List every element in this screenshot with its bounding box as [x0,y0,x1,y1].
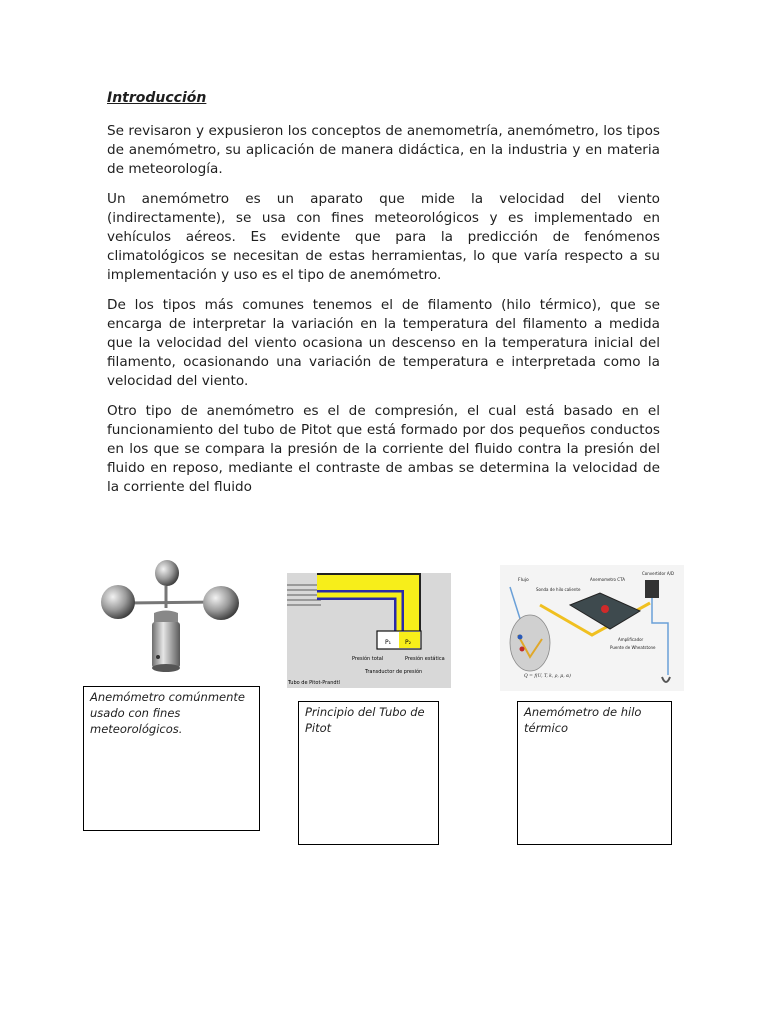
hot-wire-anemometer-image [500,565,684,691]
hotwire-label-puente: Puente de Wheatstone [610,645,656,650]
body-text [107,122,660,508]
pitot-label-static: Presión estática [405,656,445,662]
hotwire-label-convertidor: Convertidor A/D [642,571,674,576]
pitot-label-p1: P₁ [385,639,392,646]
hotwire-label-sonda: Sonda de hilo caliente [536,587,581,592]
pitot-label-total: Presión total [352,656,384,662]
paragraph-4: Otro tipo de anemómetro es el de compresión, el cual está basado en el funcionamiento del tubo de Pitot que está formado por dos pequeños conductos en los que se compara la presión de la corriente del fluido contra la presión del fluido en reposo, mediante el contraste de ambas se determina la velocidad de la corriente del fluido [107,403,660,495]
paragraph-2: Un anemómetro es un aparato que mide la velocidad del viento (indirectamente), se usa con fines meteorológicos y es implementado en vehículos aéreos. Es evidente que para la predicción de fenómenos climatológicos se necesitan de estas herramientas, lo que varía respecto a su implementación y uso es el tipo de anemómetro. [107,191,660,283]
hotwire-label-amplificador: Amplificador [618,637,644,642]
hotwire-label-flujo: Flujo [518,578,529,583]
hotwire-label-formula: Q = f(U, T, k, ρ, μ, α) [524,674,571,679]
pitot-tube-image [287,573,451,688]
page-title: Introducción [107,90,207,106]
paragraph-1: Se revisaron y expusieron los conceptos de anemometría, anemómetro, los tipos de anemómetro, su aplicación de manera didáctica, en la industria y en materia de meteorología. [107,123,660,177]
paragraph-3: De los tipos más comunes tenemos el de filamento (hilo térmico), que se encarga de interpretar la variación en la temperatura del filamento a medida que la velocidad del viento ocasiona un descenso en la temperatura inicial del filamento, ocasionando una variación de temperatura e interpretada como la velocidad del viento. [107,297,660,389]
pitot-label-transducer: Transductor de presión [365,669,423,675]
caption-pitot-tube: Principio del Tubo de Pitot [298,701,439,845]
hotwire-label-anemometro: Anemometro CTA [590,577,625,582]
pitot-label-title: Tubo de Pitot-Prandtl [288,680,340,686]
caption-hot-wire: Anemómetro de hilo térmico [517,701,672,845]
cup-anemometer-image [96,558,246,676]
pitot-label-p2: P₂ [405,639,412,646]
caption-cup-anemometer: Anemómetro comúnmente usado con fines meteorológicos. [83,686,260,831]
